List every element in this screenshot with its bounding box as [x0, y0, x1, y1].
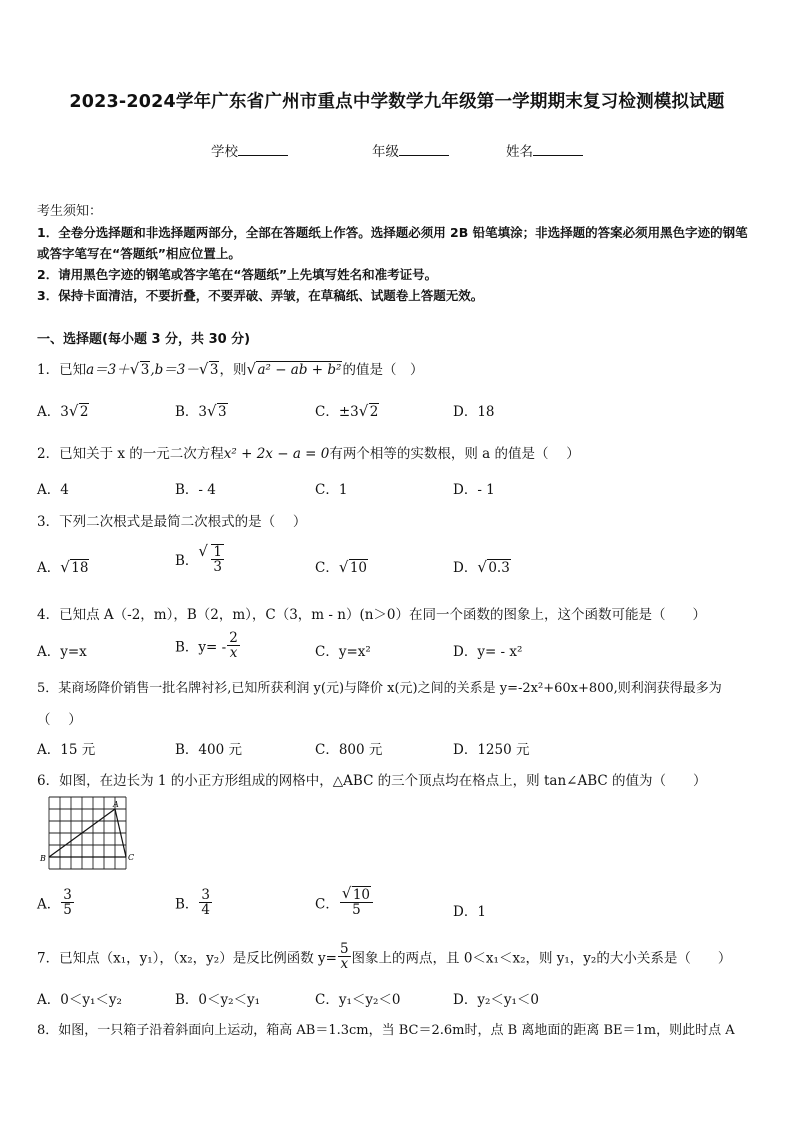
q3-option-d[interactable]: D．√ 0.3 [453, 556, 511, 576]
q2-option-b[interactable]: B．- 4 [175, 482, 216, 498]
q5-option-a[interactable]: A．15 元 [37, 742, 96, 758]
page-title: 2023-2024学年广东省广州市重点中学数学九年级第一学期期末复习检测模拟试题 [69, 92, 725, 112]
grade-blank[interactable] [399, 142, 449, 156]
q1-sqrt3-b: √ 3 [200, 362, 220, 378]
q5-stem: 5．某商场降价销售一批名牌衬衫,已知所获利润 y(元)与降价 x(元)之间的关系是 y=-2x²+60x+800,则利润获得最多为 [37, 681, 722, 696]
q7-stem: 7．已知点（x₁，y₁），（x₂，y₂）是反比例函数 y= $\frac{5}{x}$ 图象上的两点，且 0＜x₁＜x₂，则 y₁，y₂的大小关系是（ ） [37, 941, 732, 973]
q1-sqrt3-a: √ 3 [131, 362, 151, 378]
q4-stem: 4．已知点 A（-2，m），B（2，m），C（3，m - n）(n＞0）在同一个函数的图象上，这个函数可能是（ ） [37, 607, 707, 623]
q6-option-b[interactable]: B． $\frac{3}{4}$ [175, 887, 211, 919]
q1-option-a[interactable]: A．3√ 2 [37, 400, 89, 420]
q1-mid: ，则 [219, 362, 247, 378]
q6-label-c: C [128, 853, 135, 862]
grade-label: 年级 [372, 144, 399, 160]
q4-option-d[interactable]: D．y= - x² [453, 644, 523, 660]
q1-cond-b: ,b＝3－ [150, 362, 199, 378]
school-blank[interactable] [238, 142, 288, 156]
q3-option-b[interactable]: B． √ $\frac{1}{3}$ [175, 544, 225, 574]
q1-option-c[interactable]: C．±3√ 2 [315, 400, 379, 420]
q1-stem [37, 358, 423, 378]
notice-item-1: 1．全卷分选择题和非选择题两部分，全部在答题纸上作答。选择题必须用 2B 铅笔填涂；非选择题的答案必须用黑色字迹的钢笔或答字笔写在“答题纸”相应位置上。 [37, 225, 748, 261]
q6-stem: 6．如图，在边长为 1 的小正方形组成的网格中，△ABC 的三个顶点均在格点上，则 tan∠ABC 的值为（ ） [37, 773, 707, 789]
notice-heading: 考生须知： [37, 204, 103, 219]
q4-option-a[interactable]: A．y=x [37, 644, 87, 660]
q1-cond-a: a＝3＋ [86, 362, 130, 378]
q1-option-b[interactable]: B．3√ 3 [175, 400, 228, 420]
q1-number: 1．已知 [37, 362, 87, 378]
notice-item-2: 2．请用黑色字迹的钢笔或答字笔在“答题纸”上先填写姓名和准考证号。 [37, 267, 438, 282]
q4-option-c[interactable]: C．y=x² [315, 644, 371, 660]
q2-option-c[interactable]: C．1 [315, 482, 348, 498]
q3-option-c[interactable]: C．√ 10 [315, 556, 368, 576]
q6-option-d[interactable]: D．1 [453, 904, 486, 920]
q7-option-a[interactable]: A．0＜y₁＜y₂ [37, 992, 122, 1008]
q6-label-b: B [40, 854, 46, 863]
q5-option-b[interactable]: B．400 元 [175, 742, 242, 758]
name-field[interactable] [506, 140, 583, 160]
q6-grid-figure [38, 793, 138, 873]
q1-expression: √ a² − ab + b² [247, 362, 342, 378]
q7-option-c[interactable]: C．y₁＜y₂＜0 [315, 992, 401, 1008]
school-label: 学校 [211, 144, 238, 160]
q1-option-d[interactable]: D．18 [453, 404, 495, 420]
q6-label-a: A [113, 800, 119, 809]
name-blank[interactable] [533, 142, 583, 156]
name-label: 姓名 [506, 144, 533, 160]
q2-stem: 2．已知关于 x 的一元二次方程x² + 2x − a = 0有两个相等的实数根，则 a 的值是（ ） [37, 446, 580, 462]
q5-option-d[interactable]: D．1250 元 [453, 742, 530, 758]
notice-item-3: 3．保持卡面清洁，不要折叠，不要弄破、弄皱，在草稿纸、试题卷上答题无效。 [37, 288, 484, 303]
q7-option-d[interactable]: D．y₂＜y₁＜0 [453, 992, 539, 1008]
q5-option-c[interactable]: C．800 元 [315, 742, 383, 758]
q7-option-b[interactable]: B．0＜y₂＜y₁ [175, 992, 261, 1008]
q1-tail: 的值是（ ） [342, 362, 424, 378]
q8-stem: 8．如图，一只箱子沿着斜面向上运动，箱高 AB＝1.3cm，当 BC＝2.6m时，点 B 离地面的距离 BE＝1m，则此时点 A [37, 1023, 735, 1038]
section-1-title: 一、选择题(每小题 3 分，共 30 分) [37, 332, 251, 347]
q6-option-a[interactable]: A． $\frac{3}{5}$ [37, 887, 72, 919]
grade-field[interactable] [372, 140, 449, 160]
q5-stem-cont: （ ） [37, 712, 82, 728]
q3-stem: 3．下列二次根式是最简二次根式的是（ ） [37, 514, 307, 530]
q2-option-d[interactable]: D．- 1 [453, 482, 495, 498]
notice-block [37, 201, 759, 306]
q3-option-a[interactable]: A．√ 18 [37, 556, 89, 576]
q2-equation: x² + 2x − a = 0 [223, 446, 330, 462]
q2-option-a[interactable]: A．4 [37, 482, 69, 498]
q4-option-b[interactable]: B．y= - $\frac{2}{x}$ [175, 630, 238, 662]
q6-option-c[interactable]: C． √ $\frac{10}{5}$ [315, 888, 374, 917]
school-field[interactable] [211, 140, 288, 160]
